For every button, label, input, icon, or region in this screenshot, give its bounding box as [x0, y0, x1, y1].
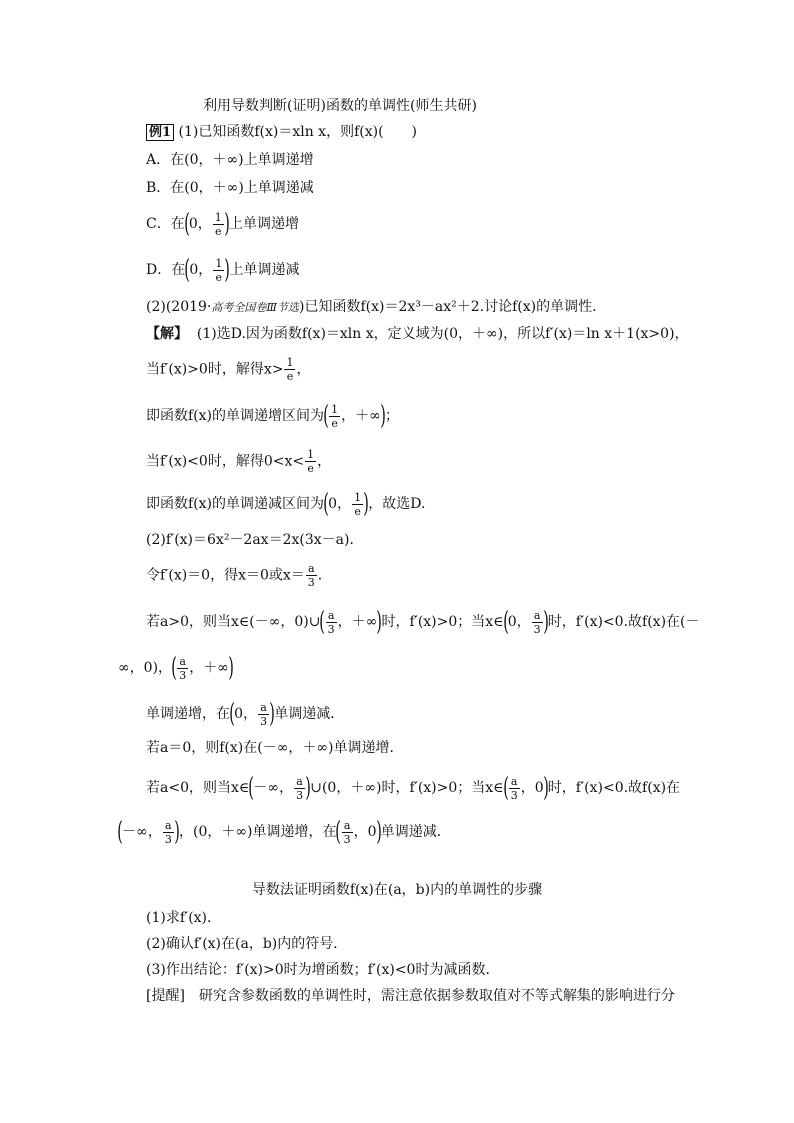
solution-line-12: 若a<0，则当x∈(－∞， $\frac{a}{3}$ )∪(0，＋∞)时，f′(x)>0；当x∈( $\frac{a}{3}$ ，0)时，f′(x)<0.故f(x)在 [146, 773, 681, 803]
method-title: 导数法证明函数f(x)在(a，b)内的单调性的步骤 [251, 882, 543, 898]
step-2: (2)确认f′(x)在(a，b)内的符号． [146, 936, 348, 952]
solution-tag: 【解】 [146, 326, 188, 342]
solution-line-10: 单调递增，在(0， $\frac{a}{3}$ )单调递减． [146, 699, 345, 729]
solution-line-1: 【解】 (1)选D.因为函数f(x)＝xln x，定义域为(0，＋∞)，所以f′(x)＝ln x＋1(x>0)， [146, 326, 689, 342]
step-3: (3)作出结论：f′(x)>0时为增函数；f′(x)<0时为减函数． [146, 962, 500, 978]
solution-line-7: 令f′(x)＝0，得x＝0或x＝ $\frac{a}{3}$ . [146, 562, 323, 589]
example-tag: 例1 [146, 124, 174, 141]
fraction: $\frac{a}{3}$ [296, 774, 304, 802]
option-d: D．在(0， $\frac{1}{e}$ )上单调递减 [146, 255, 300, 285]
fraction: $\frac{1}{e}$ [214, 210, 222, 238]
fraction: $\frac{1}{e}$ [307, 448, 315, 475]
solution-line-4: 当f′(x)<0时，解得0<x< $\frac{1}{e}$ ， [146, 448, 332, 475]
fraction: $\frac{a}{3}$ [179, 654, 187, 682]
fraction: $\frac{a}{3}$ [307, 562, 315, 589]
source-note: 高考全国卷Ⅲ节选 [211, 301, 299, 314]
step-1: (1)求f′(x)． [146, 910, 222, 926]
fraction: $\frac{1}{e}$ [215, 256, 223, 284]
fraction: $\frac{1}{e}$ [354, 490, 362, 518]
fraction: $\frac{a}{3}$ [327, 608, 335, 636]
solution-line-13: (－∞， $\frac{a}{3}$ )，(0，＋∞)单调递增，在( $\frac{a}{3}$ ，0)单调递减． [117, 817, 451, 847]
solution-line-5: 即函数f(x)的单调递减区间为(0， $\frac{1}{e}$ )，故选D. [146, 489, 426, 519]
section-title: 利用导数判断(证明)函数的单调性(师生共研) [203, 98, 477, 114]
option-c: C．在(0， $\frac{1}{e}$ )上单调递增 [146, 209, 299, 239]
fraction: $\frac{1}{e}$ [286, 356, 294, 383]
solution-line-3: 即函数f(x)的单调递增区间为( $\frac{1}{e}$ ，＋∞)； [146, 401, 399, 431]
question-1: 例1 (1)已知函数f(x)＝xln x，则f(x)( ) [146, 122, 417, 142]
fraction: $\frac{1}{e}$ [331, 402, 339, 430]
option-b: B．在(0，＋∞)上单调递减 [146, 180, 314, 196]
fraction: $\frac{a}{3}$ [510, 774, 518, 802]
tip-note: [提醒] 研究含参数函数的单调性时，需注意依据参数取值对不等式解集的影响进行分 [146, 988, 675, 1004]
solution-line-8: 若a>0，则当x∈(－∞，0)∪( $\frac{a}{3}$ ，＋∞)时，f′(x)>0；当x∈(0， $\frac{a}{3}$ )时，f′(x)<0.故f(x)在(－ [146, 607, 700, 637]
fraction: $\frac{a}{3}$ [164, 818, 172, 846]
fraction: $\frac{a}{3}$ [533, 608, 541, 636]
option-a: A．在(0，＋∞)上单调递增 [146, 152, 314, 168]
question-2: (2)(2019·高考全国卷Ⅲ节选)已知函数f(x)＝2x³－ax²＋2.讨论f(x)的单调性． [146, 299, 607, 315]
solution-line-11: 若a＝0，则f(x)在(－∞，＋∞)单调递增． [146, 740, 404, 756]
fraction: $\frac{a}{3}$ [260, 700, 268, 728]
fraction: $\frac{a}{3}$ [343, 818, 351, 846]
solution-line-6: (2)f′(x)＝6x²－2ax＝2x(3x－a)． [146, 532, 364, 548]
solution-line-9: ∞，0)，( $\frac{a}{3}$ ，＋∞) [118, 653, 234, 683]
solution-line-2: 当f′(x)>0时，解得x> $\frac{1}{e}$ ， [146, 356, 311, 383]
